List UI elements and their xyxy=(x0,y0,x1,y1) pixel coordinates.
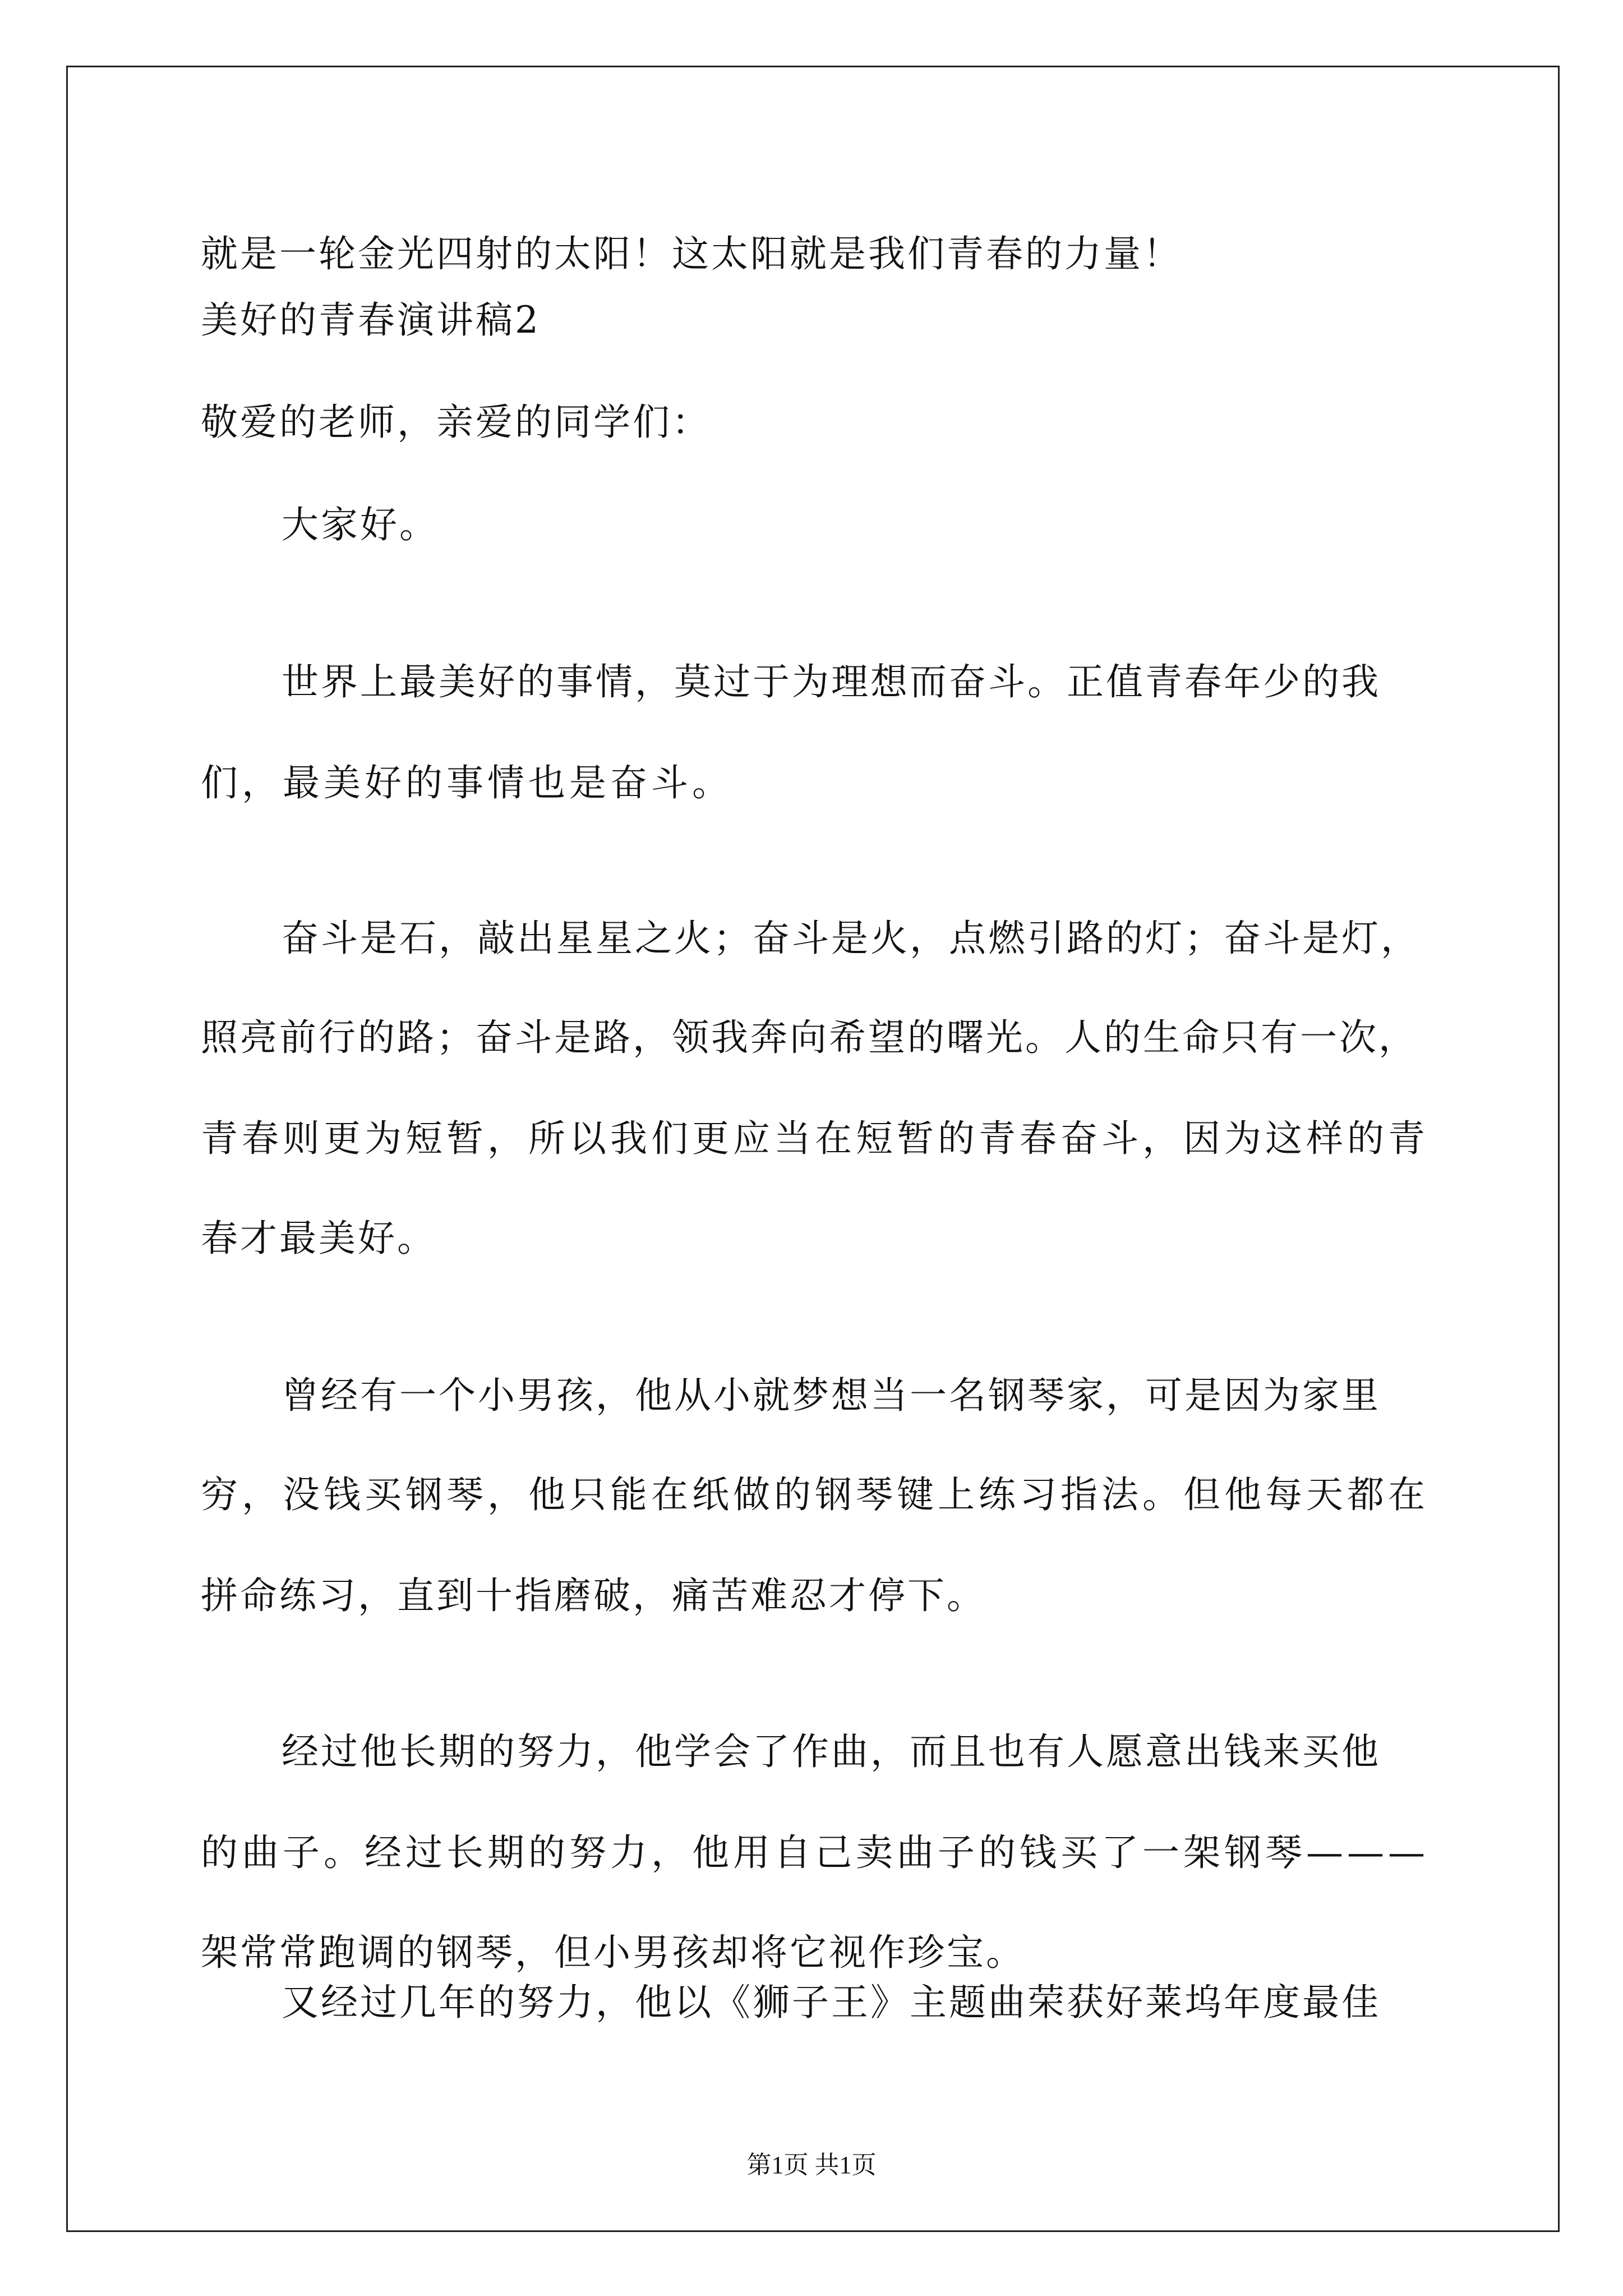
paragraph-line: 又经过几年的努力，他以《狮子王》主题曲荣获好莱坞年度最佳 xyxy=(282,1981,1381,2024)
paragraph-line: 世界上最美好的事情，莫过于为理想而奋斗。正值青春年少的我 xyxy=(282,660,1381,703)
paragraph-line: 的曲子。经过长期的努力，他用自己卖曲子的钱买了一架钢琴——— xyxy=(201,1831,1429,1874)
page-footer: 第1页 共1页 xyxy=(746,2151,877,2179)
paragraph-line: 奋斗是石，敲出星星之火；奋斗是火，点燃引路的灯；奋斗是灯， xyxy=(282,917,1420,960)
paragraph-line: 穷，没钱买钢琴，他只能在纸做的钢琴键上练习指法。但他每天都在 xyxy=(201,1473,1429,1516)
paragraph-line: 架常常跑调的钢琴，但小男孩却将它视作珍宝。 xyxy=(201,1931,1025,1974)
paragraph-line: 青春则更为短暂，所以我们更应当在短暂的青春奋斗，因为这样的青 xyxy=(201,1117,1429,1160)
paragraph-line: 就是一轮金光四射的太阳！这太阳就是我们青春的力量！ xyxy=(201,232,1182,275)
section-title: 美好的青春演讲稿2 xyxy=(201,298,541,342)
paragraph-line: 经过他长期的努力，他学会了作曲，而且也有人愿意出钱来买他 xyxy=(282,1730,1381,1773)
paragraph-line: 们，最美好的事情也是奋斗。 xyxy=(201,761,733,804)
paragraph-line: 拼命练习，直到十指磨破，痛苦难忍才停下。 xyxy=(201,1574,986,1617)
greeting: 大家好。 xyxy=(282,503,439,546)
paragraph-line: 春才最美好。 xyxy=(201,1217,436,1260)
salutation: 敬爱的老师，亲爱的同学们： xyxy=(201,401,711,444)
paragraph-line: 照亮前行的路；奋斗是路，领我奔向希望的曙光。人的生命只有一次， xyxy=(201,1016,1418,1059)
paragraph-line: 曾经有一个小男孩，他从小就梦想当一名钢琴家，可是因为家里 xyxy=(282,1374,1381,1417)
